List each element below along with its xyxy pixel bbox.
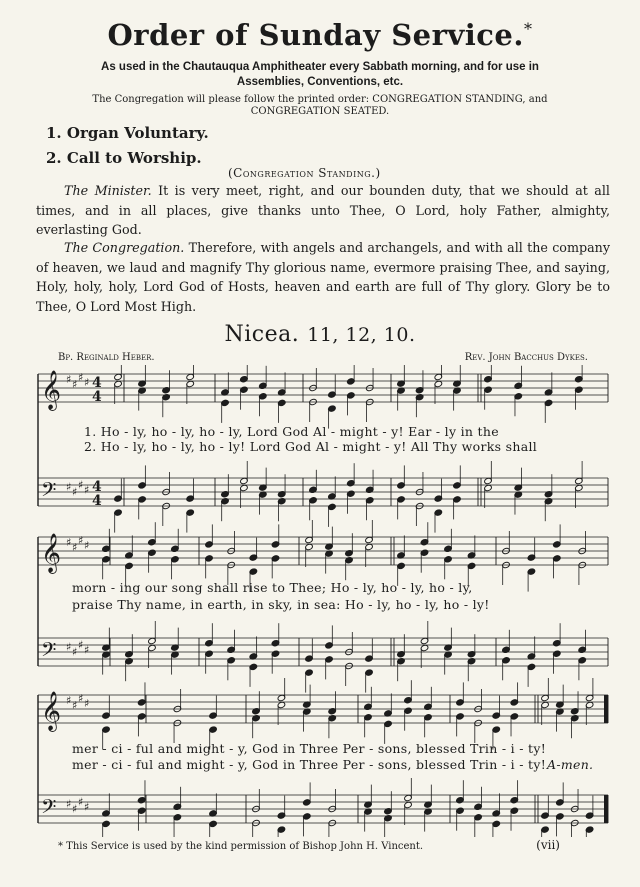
bass-clef-icon: 𝄢 <box>41 795 57 823</box>
lyric-line-s3-v2: mer - ci - ful and might - y, God in Three Per - sons, blessed Trin - i - ty! <box>72 757 547 772</box>
sharp-icon: ♯ <box>78 371 84 384</box>
congregation-notice: The Congregation will please follow the printed order: CONGREGATION STANDING, and CONGREGATION SEATED. <box>92 94 548 117</box>
lyric-line-s3-v1: mer - ci - ful and might - y, God in Three Per - sons, blessed Trin - i - ty! <box>72 741 547 756</box>
treble-clef-icon: 𝄞 <box>41 691 62 731</box>
order-item-call-to-worship: 2. Call to Worship. <box>46 149 202 167</box>
congregation-text: Therefore, with angels and archangels, and with all the company of heaven, we laud and magnify Thy glorious name, evermore praising Thee, and saying, Holy, holy, holy, Lord God of Hosts, heaven and earth are full of Thy glory. Glory be to Thee, O Lord Most High. <box>36 240 610 314</box>
treble-clef-icon: 𝄞 <box>41 533 62 573</box>
lyric-line-s1-v1: 1. Ho - ly, ho - ly, ho - ly, Lord God Al - might - y! Ear - ly in the <box>84 424 499 439</box>
time-signature-bottom: 4 <box>92 493 102 509</box>
page-title: Order of Sunday Service.* <box>107 18 533 52</box>
minister-response <box>36 181 610 240</box>
bass-clef-icon: 𝄢 <box>41 638 57 666</box>
minister-text: It is very meet, right, and our bounden duty, that we should at all times, and in all places, give thanks unto Thee, O Lord, holy Father, almighty, everlasting God. <box>36 183 610 237</box>
footnote-marker: * <box>523 19 533 39</box>
sharp-icon: ♯ <box>78 638 84 652</box>
sharp-icon: ♯ <box>72 699 78 712</box>
sharp-icon: ♯ <box>72 541 78 554</box>
sharp-icon: ♯ <box>78 795 84 809</box>
minister-speaker: The Minister. <box>64 183 152 198</box>
sharp-icon: ♯ <box>84 483 90 497</box>
sharp-icon: ♯ <box>84 800 90 814</box>
hymn-tune-title <box>0 322 640 347</box>
sharp-icon: ♯ <box>66 694 72 707</box>
sharp-icon: ♯ <box>84 376 90 389</box>
time-signature-top: 4 <box>92 375 102 391</box>
congregation-response <box>36 238 610 316</box>
sharp-icon: ♯ <box>78 534 84 547</box>
sharp-icon: ♯ <box>84 539 90 552</box>
lyricist-credit: Bp. Reginald Heber. <box>58 352 155 363</box>
final-bar-line <box>604 795 608 823</box>
sharp-icon: ♯ <box>78 478 84 492</box>
time-signature-top: 4 <box>92 479 102 495</box>
page-number: (vii) <box>536 838 560 852</box>
lyric-line-s1-v2: 2. Ho - ly, ho - ly, ho - ly! Lord God Al - might - y! All Thy works shall <box>84 439 538 454</box>
treble-clef-icon: 𝄞 <box>41 370 62 410</box>
congregation-speaker: The Congregation. <box>64 240 185 255</box>
sharp-icon: ♯ <box>66 640 72 654</box>
sharp-icon: ♯ <box>72 645 78 659</box>
lyric-line-s2-v2: praise Thy name, in earth, in sky, in sea: Ho - ly, ho - ly, ho - ly! <box>72 597 490 612</box>
lyric-line-s2-v1: morn - ing our song shall rise to Thee; Ho - ly, ho - ly, ho - ly, <box>72 580 473 595</box>
congregation-standing-label: (Congregation Standing.) <box>228 166 381 180</box>
sharp-icon: ♯ <box>66 797 72 811</box>
sharp-icon: ♯ <box>66 536 72 549</box>
footnote: * This Service is used by the kind permission of Bishop John H. Vincent. <box>58 841 424 852</box>
amen-label: A-men. <box>547 757 594 772</box>
sharp-icon: ♯ <box>72 485 78 499</box>
time-signature-bottom: 4 <box>92 389 102 405</box>
sharp-icon: ♯ <box>84 697 90 710</box>
sharp-icon: ♯ <box>72 378 78 391</box>
tune-meter: 11, 12, 10. <box>307 324 416 346</box>
sharp-icon: ♯ <box>84 643 90 657</box>
sharp-icon: ♯ <box>72 802 78 816</box>
order-item-organ-voluntary: 1. Organ Voluntary. <box>46 124 209 142</box>
sharp-icon: ♯ <box>78 692 84 705</box>
bass-clef-icon: 𝄢 <box>41 478 57 506</box>
sharp-icon: ♯ <box>66 480 72 494</box>
tune-name: Nicea. <box>224 322 300 347</box>
sharp-icon: ♯ <box>66 373 72 386</box>
subtitle: As used in the Chautauqua Amphitheater every Sabbath morning, and for use in Assemblies, Conventions, etc. <box>101 61 539 88</box>
composer-credit: Rev. John Bacchus Dykes. <box>464 352 588 363</box>
final-bar-line <box>604 695 608 723</box>
